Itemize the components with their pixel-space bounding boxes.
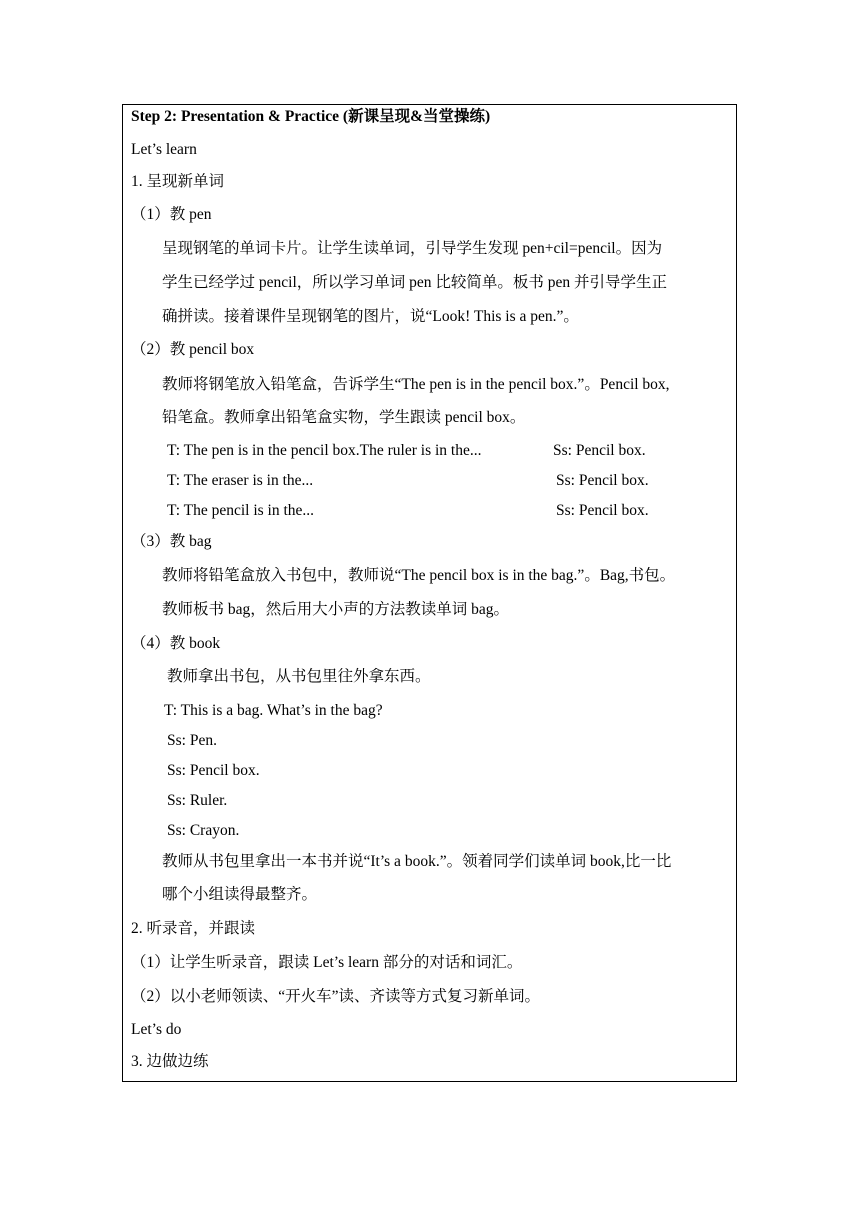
part-3-line-2: 教师板书 bag，然后用大小声的方法教读单词 bag。 [162, 601, 510, 618]
part-4-dialog-2: Ss: Pen. [167, 732, 217, 749]
part-3-title: （3）教 bag [131, 533, 212, 550]
dialog-teacher-1: T: The pen is in the pencil box.The ruler is in the... [167, 442, 482, 459]
part-4-line-2: 教师从书包里拿出一本书并说“It’s a book.”。领着同学们读单词 book,比一比 [162, 853, 672, 870]
dialog-teacher-2: T: The eraser is in the... [167, 472, 314, 489]
section-2-line-1: （1）让学生听录音，跟读 Let’s learn 部分的对话和词汇。 [131, 954, 523, 971]
part-1-title: （1）教 pen [131, 206, 212, 223]
part-3-line-1: 教师将铅笔盒放入书包中，教师说“The pencil box is in the bag.”。Bag,书包。 [162, 567, 676, 584]
dialog-students-3: Ss: Pencil box. [556, 502, 649, 519]
part-4-line-1: 教师拿出书包，从书包里往外拿东西。 [167, 668, 431, 685]
lets-learn-label: Let’s learn [131, 141, 197, 158]
part-2-line-1: 教师将钢笔放入铅笔盒，告诉学生“The pen is in the pencil box.”。Pencil box, [162, 376, 670, 393]
part-1-line-1: 呈现钢笔的单词卡片。让学生读单词，引导学生发现 pen+cil=pencil。因为 [162, 240, 663, 257]
section-1-title: 1. 呈现新单词 [131, 173, 225, 190]
part-1-line-3: 确拼读。接着课件呈现钢笔的图片，说“Look! This is a pen.”。 [162, 308, 579, 325]
lets-do-label: Let’s do [131, 1021, 182, 1038]
dialog-teacher-3: T: The pencil is in the... [167, 502, 315, 519]
part-1-line-2: 学生已经学过 pencil，所以学习单词 pen 比较简单。板书 pen 并引导学生正 [162, 274, 668, 291]
step-heading: Step 2: Presentation & Practice (新课呈现&当堂操练) [131, 108, 491, 125]
section-2-line-2: （2）以小老师领读、“开火车”读、齐读等方式复习新单词。 [131, 988, 541, 1005]
part-4-dialog-4: Ss: Ruler. [167, 792, 228, 809]
section-2-title: 2. 听录音，并跟读 [131, 920, 256, 937]
part-4-title: （4）教 book [131, 635, 221, 652]
part-4-dialog-3: Ss: Pencil box. [167, 762, 260, 779]
section-3-title: 3. 边做边练 [131, 1053, 209, 1070]
dialog-students-2: Ss: Pencil box. [556, 472, 649, 489]
part-2-line-2: 铅笔盒。教师拿出铅笔盒实物，学生跟读 pencil box。 [162, 409, 526, 426]
part-2-title: （2）教 pencil box [131, 341, 255, 358]
part-4-dialog-1: T: This is a bag. What’s in the bag? [164, 702, 383, 719]
dialog-students-1: Ss: Pencil box. [553, 442, 646, 459]
part-4-line-3: 哪个小组读得最整齐。 [162, 886, 318, 903]
part-4-dialog-5: Ss: Crayon. [167, 822, 240, 839]
